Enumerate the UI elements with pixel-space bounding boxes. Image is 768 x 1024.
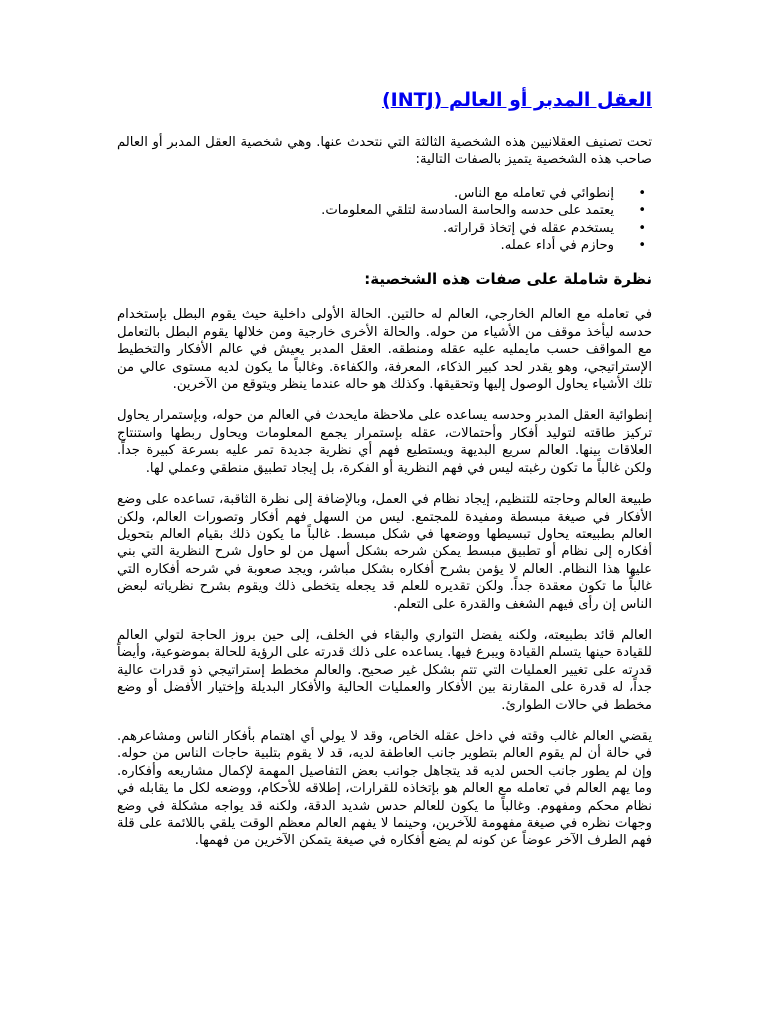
list-item: • يستخدم عقله في إتخاذ قراراته. <box>117 220 614 237</box>
body-paragraph: إنطوائية العقل المدبر وحدسه يساعده على ملاحظة مايحدث في العالم من حوله، وبإستمرار يحاول تركيز طاقته لتوليد أفكار وأحتمالات، عقله بإستمرار يجمع المعلومات ويحاول ربطها واستنتاج العلاقات بينها. العالم سريع البديهة ويستطيع فهم أي نظرية جديدة تمر عليه بسرعة كبيرة جداً. ولكن غالباً ما تكون رغبته ليس في فهم النظرية أو الفكرة، بل إيجاد تطبيق منطقي وعملي لها. <box>117 408 652 476</box>
page-title <box>117 86 652 114</box>
body-paragraph: العالم قائد بطبيعته، ولكنه يفضل التواري والبقاء في الخلف، إلى حين بروز الحاجة لتولي العالم للقيادة حينها يتسلم القيادة ويبرع فيها. يساعده على ذلك قدرته على الرؤية للحالة بموضوعية، وأيضاً قدرته على تغيير العمليات التي تتم بشكل غير صحيح. والعالم مخطط إستراتيجي ذو قدرات عالية جداً، له قدرة على المقارنة بين الأفكار والعمليات الحالية والأفكار البديلة وإختيار الأفضل أو وضع مخطط في حالات الطوارئ. <box>117 627 652 713</box>
document-page <box>117 86 652 864</box>
body-paragraph: طبيعة العالم وحاجته للتنظيم، إيجاد نظام في العمل، وبالإضافة إلى نظرة الثاقبة، تساعده على وضع الأفكار في صيغة مبسطة ومفيدة للمجتمع. ليس من السهل فهم أفكار وتصورات العالم، ولكن العالم بطبيعته يحاول تبسيطها ووضعها في شكل مبسط. غالباً ما يكون ذلك بقيام العالم بتحويل أفكاره إلى نظام أو تطبيق مبسط يمكن شرحه بشكل أسهل من لو حاول شرح النظرية التي بني عليها هذا النظام. العالم لا يؤمن بشرح أفكاره بشكل مباشر، ويجد صعوبة في شرحه أفكاره التي غالباً ما تكون معقدة جداً. ولكن تقديره للعلم قد يجعله يتخطى ذلك ويقوم بشرح نظرياته لبعض الناس إن رأى فيهم الشغف والقدرة على التعلم. <box>117 492 652 612</box>
title-link[interactable]: العقل المدبر أو العالم (INTJ) <box>381 89 652 111</box>
list-item: • وحازم في أداء عمله. <box>117 237 614 254</box>
list-item: • يعتمد على حدسه والحاسة السادسة لتلقي المعلومات. <box>117 202 614 219</box>
list-item: • إنطوائي في تعامله مع الناس. <box>117 185 614 202</box>
body-paragraph: في تعامله مع العالم الخارجي، العالم له حالتين. الحالة الأولى داخلية حيث يقوم البطل بإستخدام حدسه ليأخذ موقف من الأشياء من حوله. والحالة الأخرى خارجية ومن خلالها يقوم البطل بالتعامل مع المواقف حسب مايمليه عليه عقله ومنطقه. العقل المدبر يعيش في عالم الأفكار والتخطيط الإستراتيجي، وهو يقدر لحد كبير الذكاء، المعرفة، والكفاءة. وغالباً ما يكون لديه مستوى عالي من تلك الأشياء يحاول الوصول إليها وتحقيقها. وكذلك هو حاله عندما ينظر ويتوقع من الآخرين. <box>117 307 652 393</box>
body-paragraph: يقضي العالم غالب وقته في داخل عقله الخاص، وقد لا يولي أي اهتمام بأفكار الناس ومشاعرهم. في حالة أن لم يقوم العالم بتطوير جانب العاطفة لديه، قد لا يقوم بتلبية حاجات الناس من حوله. وإن لم يطور جانب الحس لديه قد يتجاهل جوانب بعض التفاصيل المهمة لإكمال مشاريعه وأفكاره. وما يهم العالم في تعامله مع العالم هو بإتخاذه للقرارات، إطلاقه للأحكام، ووضعه لكل ما يقابله في نظام محكم ومفهوم. وغالباً ما يكون للعالم حدس شديد الدقة، ولكنه قد يواجه مشكلة في وضع وجهات نظره في صيغة مفهومة للآخرين، وحينما لا يفهم العالم معظم الوقت يلقي باللائمة على قلة فهم الطرف الآخر عوضاً عن كونه لم يضع أفكاره في صيغة يتمكن الآخرين من فهمها. <box>117 728 652 849</box>
traits-list <box>117 185 652 255</box>
section-heading: نظرة شاملة على صفات هذه الشخصية: <box>364 270 652 289</box>
intro-paragraph: تحت تصنيف العقلانيين هذه الشخصية الثالثة التي نتحدث عنها. وهي شخصية العقل المدبر أو العالم صاحب هذه الشخصية يتميز بالصفات التالية: <box>117 135 652 168</box>
